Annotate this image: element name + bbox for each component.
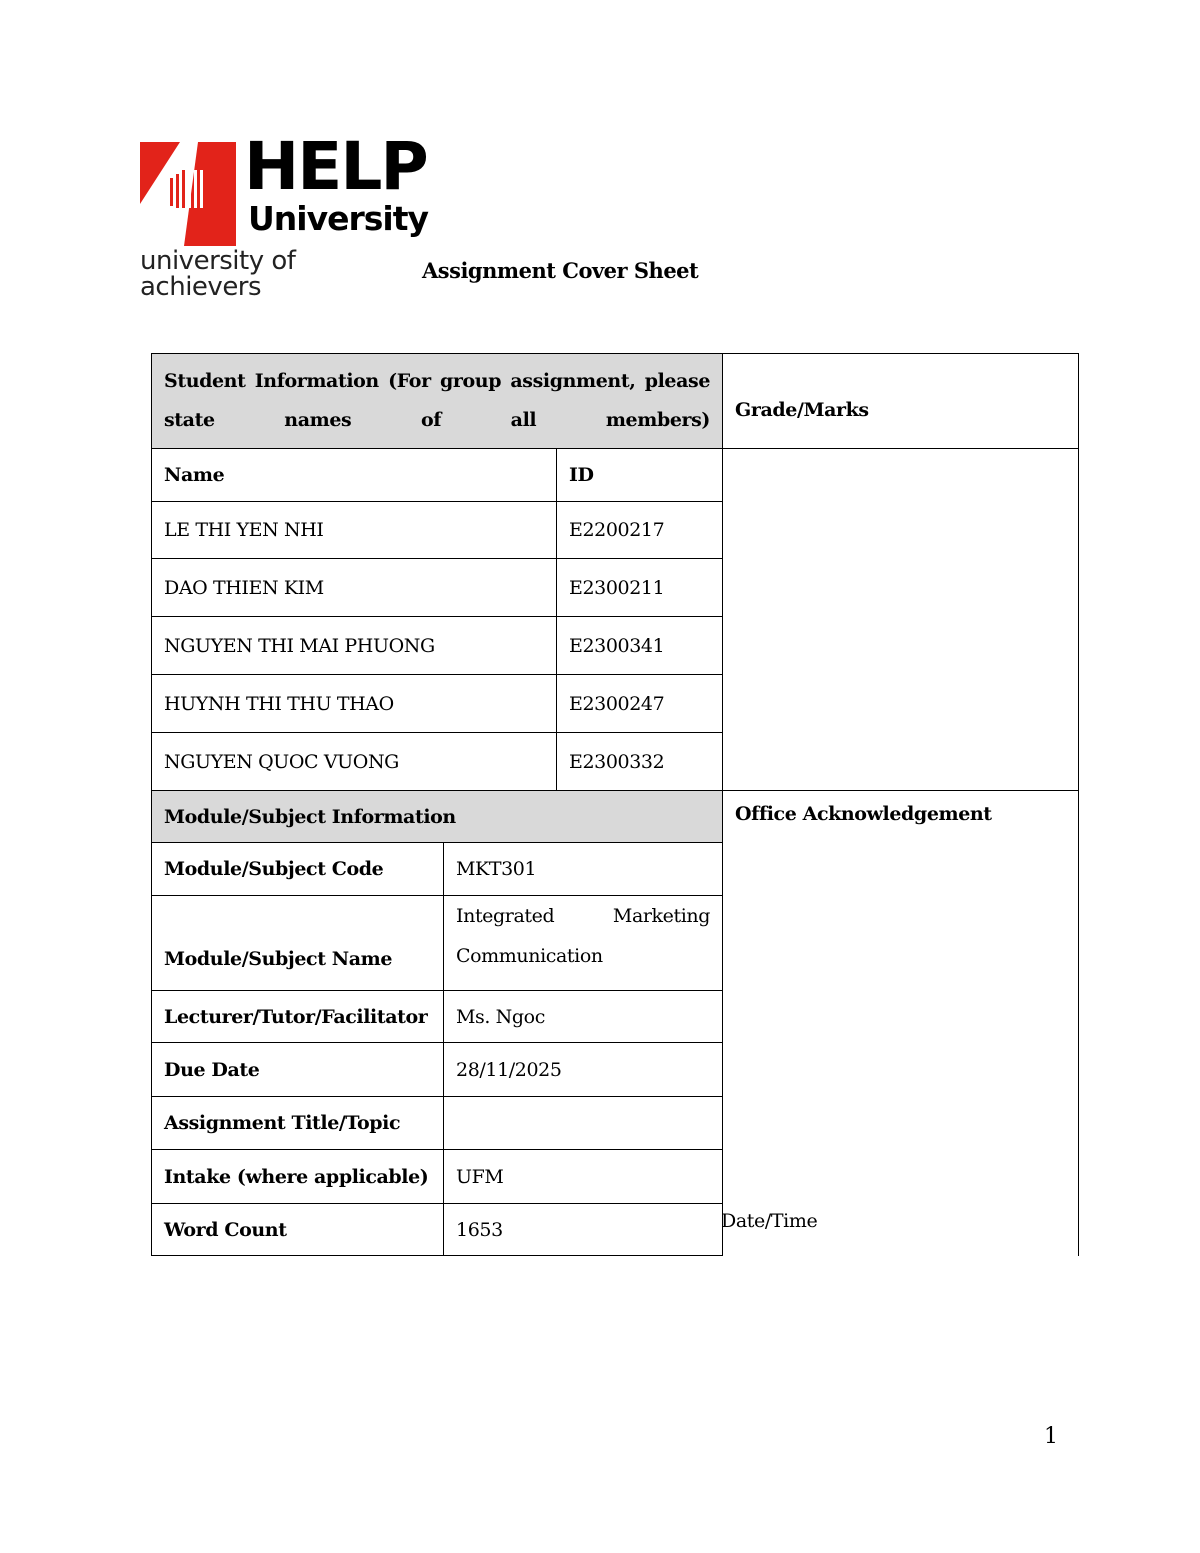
student-info-header: Student Information (For group assignment, please state names of all members) (152, 354, 723, 449)
name-column-header: Name (152, 449, 557, 502)
logo-wordmark-university: University (248, 199, 429, 238)
member-name: LE THI YEN NHI (152, 502, 557, 559)
office-acknowledgement-cell (723, 791, 1079, 1256)
member-id: E2300247 (557, 675, 723, 733)
member-id: E2300211 (557, 559, 723, 617)
date-time-label: Date/Time (721, 1209, 818, 1232)
intake-value: UFM (444, 1150, 723, 1204)
grade-marks-label: Grade/Marks (723, 354, 1079, 449)
assignment-title-value (444, 1097, 723, 1150)
member-name: HUYNH THI THU THAO (152, 675, 557, 733)
member-id: E2200217 (557, 502, 723, 559)
module-name-value (444, 896, 723, 991)
intake-label: Intake (where applicable) (152, 1150, 444, 1204)
module-name-value-line1: Integrated Marketing (456, 905, 711, 927)
module-name-value-line2: Communication (456, 945, 603, 967)
lecturer-value: Ms. Ngoc (444, 991, 723, 1043)
logo-wordmark-help: HELP (244, 128, 427, 205)
member-name: DAO THIEN KIM (152, 559, 557, 617)
member-name: NGUYEN THI MAI PHUONG (152, 617, 557, 675)
due-date-value: 28/11/2025 (444, 1043, 723, 1097)
word-count-value: 1653 (444, 1204, 723, 1256)
member-id: E2300341 (557, 617, 723, 675)
help-logo-mark-icon (140, 138, 240, 246)
lecturer-label: Lecturer/Tutor/Facilitator (152, 991, 444, 1043)
module-name-label: Module/Subject Name (152, 896, 444, 991)
member-id: E2300332 (557, 733, 723, 791)
module-info-header: Module/Subject Information (152, 791, 723, 843)
page-number: 1 (1044, 1424, 1058, 1449)
due-date-label: Due Date (152, 1043, 444, 1097)
grade-marks-cell (723, 449, 1079, 791)
assignment-title-label: Assignment Title/Topic (152, 1097, 444, 1150)
office-acknowledgement-label: Office Acknowledgement (735, 803, 992, 825)
word-count-label: Word Count (152, 1204, 444, 1256)
cover-sheet-table (151, 353, 1079, 1256)
id-column-header: ID (557, 449, 723, 502)
module-code-label: Module/Subject Code (152, 843, 444, 896)
logo-tagline: university of achievers (140, 246, 296, 302)
document-title: Assignment Cover Sheet (422, 258, 699, 283)
member-name: NGUYEN QUOC VUONG (152, 733, 557, 791)
module-code-value: MKT301 (444, 843, 723, 896)
help-university-logo (140, 128, 429, 302)
